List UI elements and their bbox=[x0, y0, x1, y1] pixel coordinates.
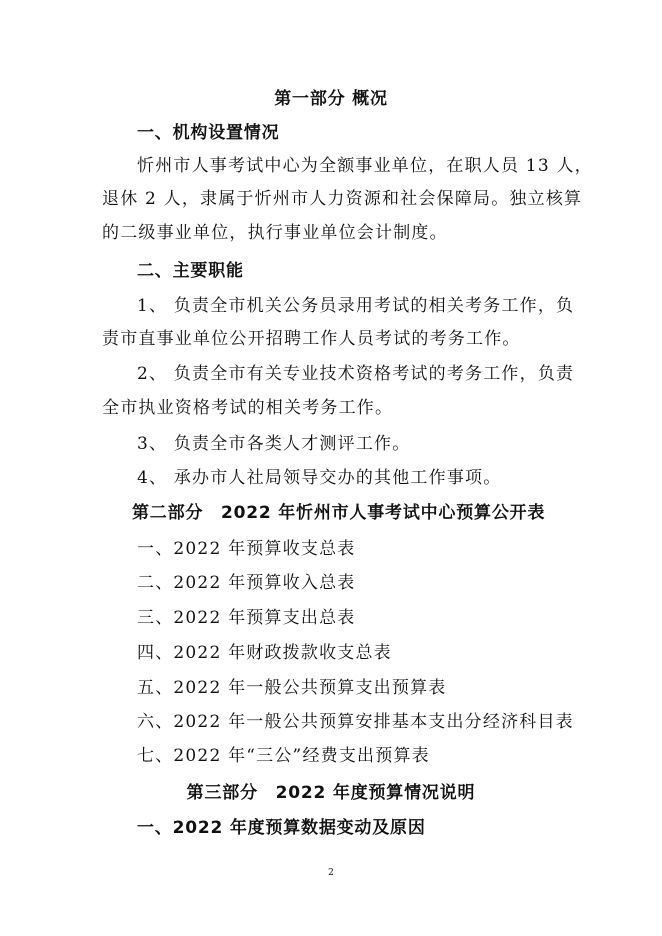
section2-line-6: 4、 承办市人社局领导交办的其他工作事项。 bbox=[137, 468, 502, 488]
section2-line-1: 1、 负责全市机关公务员录用考试的相关考务工作，负 bbox=[137, 296, 575, 316]
part2-item-4: 四、2022 年财政拨款收支总表 bbox=[137, 643, 392, 663]
section2-line-4: 全市执业资格考试的相关考务工作。 bbox=[102, 398, 394, 418]
section1-line-3: 的二级事业单位，执行事业单位会计制度。 bbox=[102, 223, 448, 243]
section1-line-2: 退休 2 人，隶属于忻州市人力资源和社会保障局。独立核算 bbox=[102, 189, 583, 209]
part2-item-3: 三、2022 年预算支出总表 bbox=[137, 608, 356, 628]
part2-title: 第二部分 2022 年忻州市人事考试中心预算公开表 bbox=[132, 503, 546, 523]
part1-title: 第一部分 概况 bbox=[274, 89, 388, 109]
part2-item-2: 二、2022 年预算收入总表 bbox=[137, 573, 356, 593]
section1-line-1: 忻州市人事考试中心为全额事业单位，在职人员 13 人， bbox=[137, 156, 593, 176]
section2-line-5: 3、 负责全市各类人才测评工作。 bbox=[137, 434, 411, 454]
part3-title: 第三部分 2022 年度预算情况说明 bbox=[186, 783, 476, 803]
section1-heading: 一、机构设置情况 bbox=[137, 123, 280, 143]
section2-heading: 二、主要职能 bbox=[137, 261, 244, 281]
section2-line-3: 2、 负责全市有关专业技术资格考试的考务工作，负责 bbox=[137, 364, 575, 384]
part2-item-1: 一、2022 年预算收支总表 bbox=[137, 539, 356, 559]
part2-item-5: 五、2022 年一般公共预算支出预算表 bbox=[137, 678, 447, 698]
page-number: 2 bbox=[328, 868, 334, 878]
part2-item-6: 六、2022 年一般公共预算安排基本支出分经济科目表 bbox=[137, 712, 574, 732]
section2-line-2: 责市直事业单位公开招聘工作人员考试的考务工作。 bbox=[102, 329, 521, 349]
part2-item-7: 七、2022 年“三公”经费支出预算表 bbox=[137, 746, 430, 766]
part3-heading: 一、2022 年度预算数据变动及原因 bbox=[137, 818, 426, 838]
